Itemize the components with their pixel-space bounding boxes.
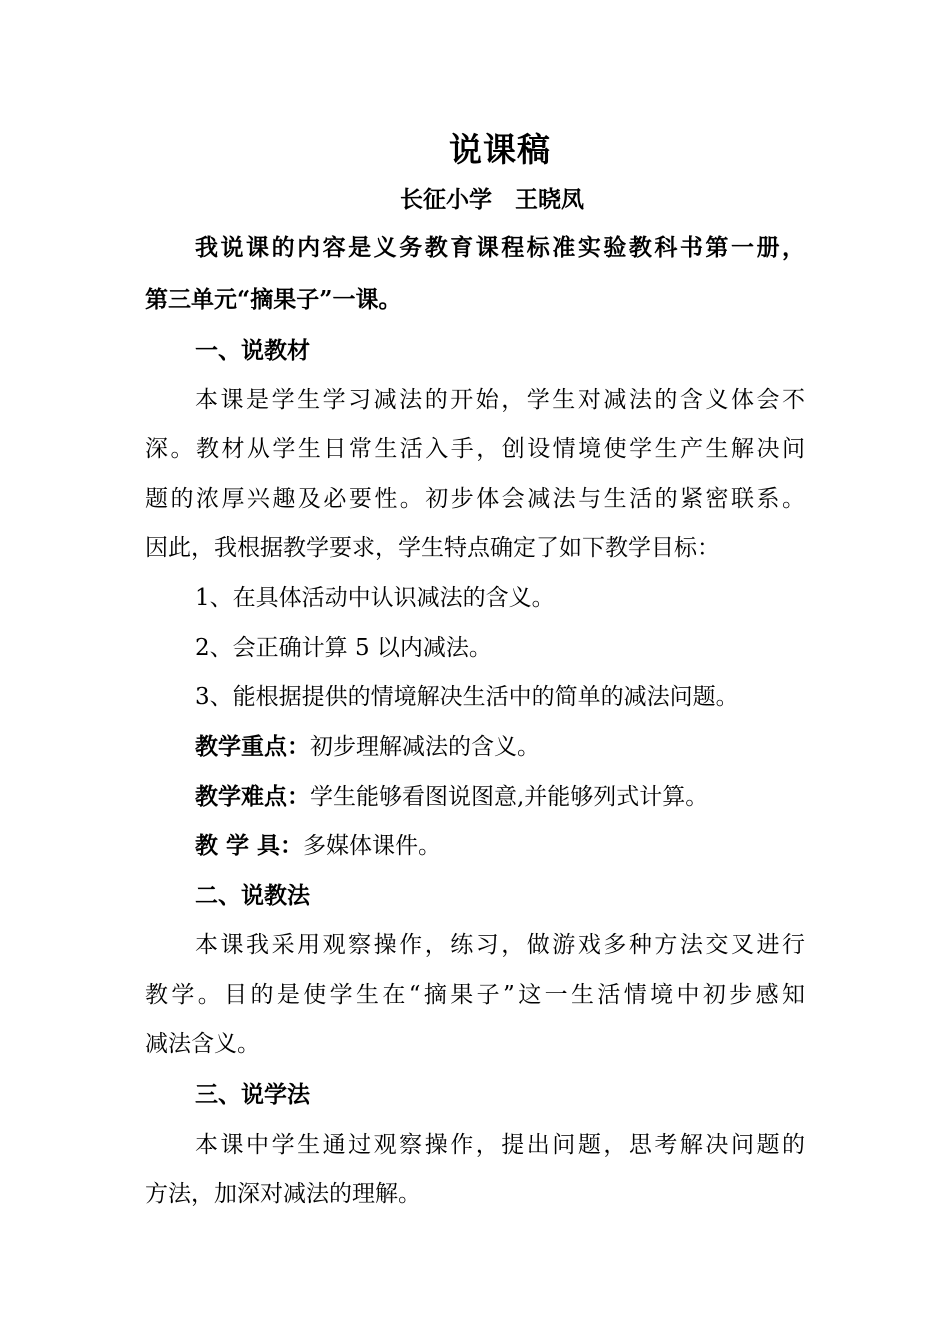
key-point-label: 教学重点： (195, 733, 310, 760)
tools-row (195, 828, 441, 864)
document-title: 说课稿 (449, 130, 551, 169)
goal-item: 1、在具体活动中认识减法的含义。 (195, 585, 555, 611)
paragraph-line: 本课我采用观察操作，练习，做游戏多种方法交叉进行 (195, 932, 805, 958)
difficulty-text: 学生能够看图说图意,并能够列式计算。 (310, 784, 709, 810)
section-heading-learning: 三、说学法 (195, 1081, 310, 1108)
paragraph-line: 深。教材从学生日常生活入手，创设情境使学生产生解决问 (145, 436, 805, 462)
paragraph-line: 本课中学生通过观察操作，提出问题，思考解决问题的 (195, 1132, 805, 1158)
intro-line-1: 我说课的内容是义务教育课程标准实验教科书第一册， (195, 234, 805, 261)
paragraph-line: 题的浓厚兴趣及必要性。初步体会减法与生活的紧密联系。 (145, 486, 805, 512)
paragraph-line: 本课是学生学习减法的开始，学生对减法的含义体会不 (195, 387, 805, 413)
intro-line-2: 第三单元“摘果子”一课。 (145, 286, 402, 313)
difficulty-label: 教学难点： (195, 783, 310, 810)
author-byline: 长征小学 王晓凤 (400, 186, 584, 213)
paragraph-line: 因此，我根据教学要求，学生特点确定了如下教学目标： (145, 535, 720, 561)
tools-text: 多媒体课件。 (303, 833, 442, 859)
goal-item: 3、能根据提供的情境解决生活中的简单的减法问题。 (195, 684, 739, 710)
paragraph-line: 方法，加深对减法的理解。 (145, 1181, 421, 1207)
tools-label: 教 学 具： (195, 832, 304, 859)
key-point-row (195, 729, 540, 765)
paragraph-line: 减法含义。 (145, 1031, 260, 1057)
difficulty-row (195, 779, 708, 815)
paragraph-line: 教学。目的是使学生在“摘果子”这一生活情境中初步感知 (145, 982, 805, 1008)
section-heading-methods: 二、说教法 (195, 882, 310, 909)
key-point-text: 初步理解减法的含义。 (310, 734, 540, 760)
section-heading-materials: 一、说教材 (195, 337, 310, 364)
goal-item: 2、会正确计算 5 以内减法。 (195, 635, 492, 661)
